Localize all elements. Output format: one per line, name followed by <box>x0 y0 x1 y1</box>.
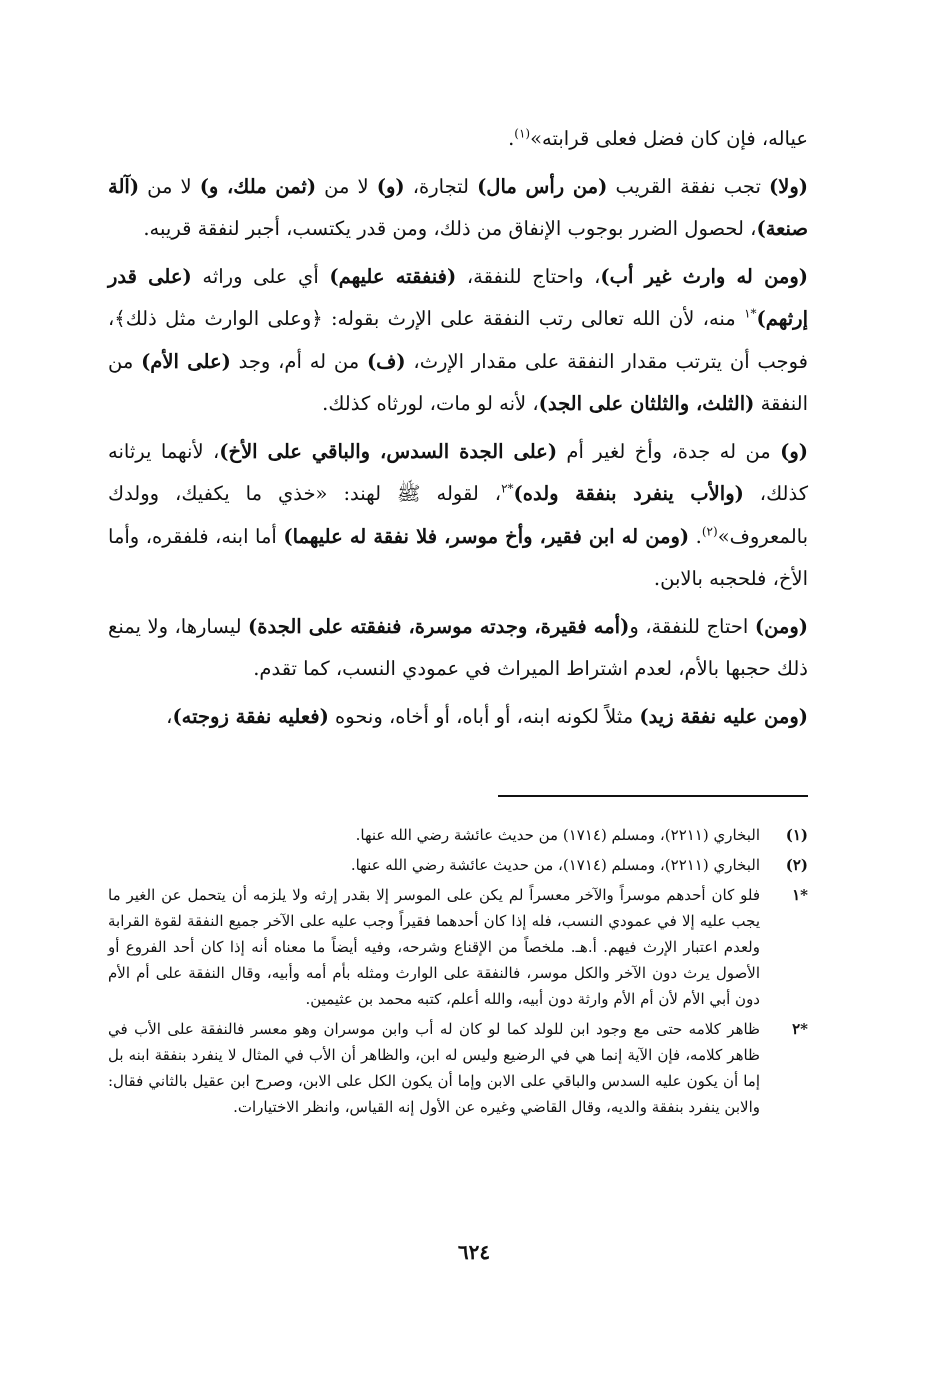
footnotes <box>108 822 808 1124</box>
text-run: ، لقوله ﷺ لهند: «خذي ما يكفيك، وولدك بالمعروف» <box>108 482 808 548</box>
bold-phrase: (آلة صنعة) <box>108 174 808 240</box>
bold-phrase: (الثلث، والثلثان على الجد) <box>538 392 755 415</box>
bold-phrase: (على الأم) <box>141 349 231 373</box>
footnote-ref[interactable]: (١) <box>514 126 531 141</box>
bold-phrase: (ومن له وارث غير أب) <box>600 264 809 288</box>
text-run: من له جدة، وأخ لغير أم <box>557 439 781 463</box>
page-number: ٦٢٤ <box>457 1240 491 1264</box>
bold-phrase: (فنفقته عليهم) <box>329 264 457 288</box>
text-run: من له أم، وجد <box>230 349 367 373</box>
footnote <box>108 1016 808 1120</box>
footnote-mark: (١) <box>785 826 808 844</box>
footnote-text: ظاهر كلامه حتى مع وجود ابن للولد كما لو كان له أب وابن موسران وهو معسر فالنفقة على الأب في ظاهر كلامه، فإن الآية إنما هي في الرضيع وليس له ابن، والظاهر أن الأب في المثال لا ينفرد بنفقة ابنه بل إما أن يكون عليه السدس والباقي على الابن وإما أن يكون الكل على الابن، وصرح ابن عقيل بالثاني فقال: والابن ينفرد بنفقة والديه، وقال القاضي وغيره عن الأول إنه القياس، وانظر الاختيارات. <box>108 1020 760 1116</box>
footnote <box>108 822 808 848</box>
text-run: مثلاً لكونه ابنه، أو أباه، أو أخاه، ونحوه <box>328 704 640 728</box>
text-run: ، لأنهما يرثانه كذلك، <box>108 439 808 505</box>
text-run: . <box>689 524 702 548</box>
text-run: احتاج للنفقة، و <box>629 614 755 638</box>
bold-phrase: (فعليه نفقة زوجته) <box>172 704 329 728</box>
bold-phrase: (والأب ينفرد بنفقة ولده) <box>513 482 744 505</box>
bold-phrase: (ومن له ابن فقير، وأخ موسر، فلا نفقة له عليهما) <box>283 524 690 548</box>
text-run: عياله، فإن كان فضل فعلى قرابته» <box>530 127 808 150</box>
text-run: ، لأنه لو مات، لورثاه كذلك. <box>322 392 539 415</box>
footnote-text: البخاري (٢٢١١)، ومسلم (١٧١٤)، من حديث عائشة رضي الله عنها. <box>350 856 760 874</box>
text-run: لا من <box>316 174 377 198</box>
bold-phrase: (ثمن ملك، و) <box>199 174 317 198</box>
text-run: ، واحتاج للنفقة، <box>456 264 601 288</box>
text-run: ليسارها، ولا يمنع ذلك حجبها بالأم، لعدم اشتراط الميراث في عمودي النسب، كما تقدم. <box>108 614 808 680</box>
text-run: ، لحصول الضرر بوجوب الإنفاق من ذلك، ومن قدر يكتسب، أجبر لنفقة قريبه. <box>143 217 757 240</box>
footnote-mark: *١ <box>792 886 808 904</box>
bold-phrase: (ولا) <box>769 174 809 198</box>
paragraph <box>108 118 808 161</box>
text-run: من النفقة <box>108 349 808 415</box>
paragraph <box>108 606 808 691</box>
bold-phrase: (ف) <box>366 349 406 373</box>
text-run: لتجارة، <box>404 174 478 198</box>
text-run: تجب نفقة القريب <box>607 174 770 198</box>
text-run: لا من <box>139 174 200 198</box>
footnote-mark: *٢ <box>792 1020 808 1038</box>
bold-phrase: (ومن عليه نفقة زيد) <box>639 704 808 728</box>
bold-phrase: (و) <box>780 439 808 463</box>
text-run: . <box>508 127 515 150</box>
bold-phrase: (ومن) <box>754 614 809 638</box>
footnote <box>108 882 808 1012</box>
footnote-ref[interactable]: (٢) <box>701 524 718 538</box>
paragraph <box>108 256 808 426</box>
bold-phrase: (من رأس مال) <box>477 174 608 198</box>
footnote-divider <box>498 795 808 797</box>
bold-phrase: (و) <box>376 174 405 198</box>
footnote <box>108 852 808 878</box>
footnote-text: فلو كان أحدهم موسراً والآخر معسراً لم يكن على الموسر إلا بقدر إرثه ولا يلزمه أن يتحمل عن الغير ما يجب عليه إلا في عمودي النسب، فله إذا كان أحدهما فقيراً وجب عليه على الآخر جميع النفقة لقوة القرابة ولعدم اعتبار الإرث فيهم. أ.هـ. ملخصاً من الإقناع وشرحه، وفيه أيضاً ما معناه أنه إذا كان أحد الفروع أو الأصول يرث دون الآخر والكل موسر، فالنفقة على الوارث ومثله بأم أمه وأبيه، وقال النفقة على أم الأم دون أبي الأم لأن أم الأم وارثة دون أبيه، والله أعلم، كتبه محمد بن عثيمين. <box>108 886 760 1008</box>
text-run: أي على وراثه <box>191 264 330 288</box>
paragraph <box>108 431 808 601</box>
bold-phrase: (أمه فقيرة، وجدته موسرة، فنفقته على الجدة) <box>248 614 630 638</box>
paragraph <box>108 166 808 251</box>
footnote-ref[interactable]: *٢ <box>501 481 514 496</box>
main-text <box>108 118 808 738</box>
footnote-ref[interactable]: *١ <box>744 306 757 321</box>
footnote-mark: (٢) <box>785 856 808 874</box>
text-run: منه، لأن الله تعالى رتب النفقة على الإرث بقوله: ﴿وعلى الوارث مثل ذلك﴾، فوجب أن يترتب مقدار النفقة على مقدار الإرث، <box>108 307 808 373</box>
text-run: أما ابنه، فلفقره، وأما الأخ، فلحجبه بالابن. <box>108 524 808 590</box>
bold-phrase: (على قدر إرثهم) <box>108 264 808 330</box>
paragraph <box>108 696 808 739</box>
text-run: ، <box>166 704 173 728</box>
footnote-text: البخاري (٢٢١١)، ومسلم (١٧١٤) من حديث عائشة رضي الله عنها. <box>355 826 760 844</box>
bold-phrase: (على الجدة السدس، والباقي على الأخ) <box>219 439 558 463</box>
